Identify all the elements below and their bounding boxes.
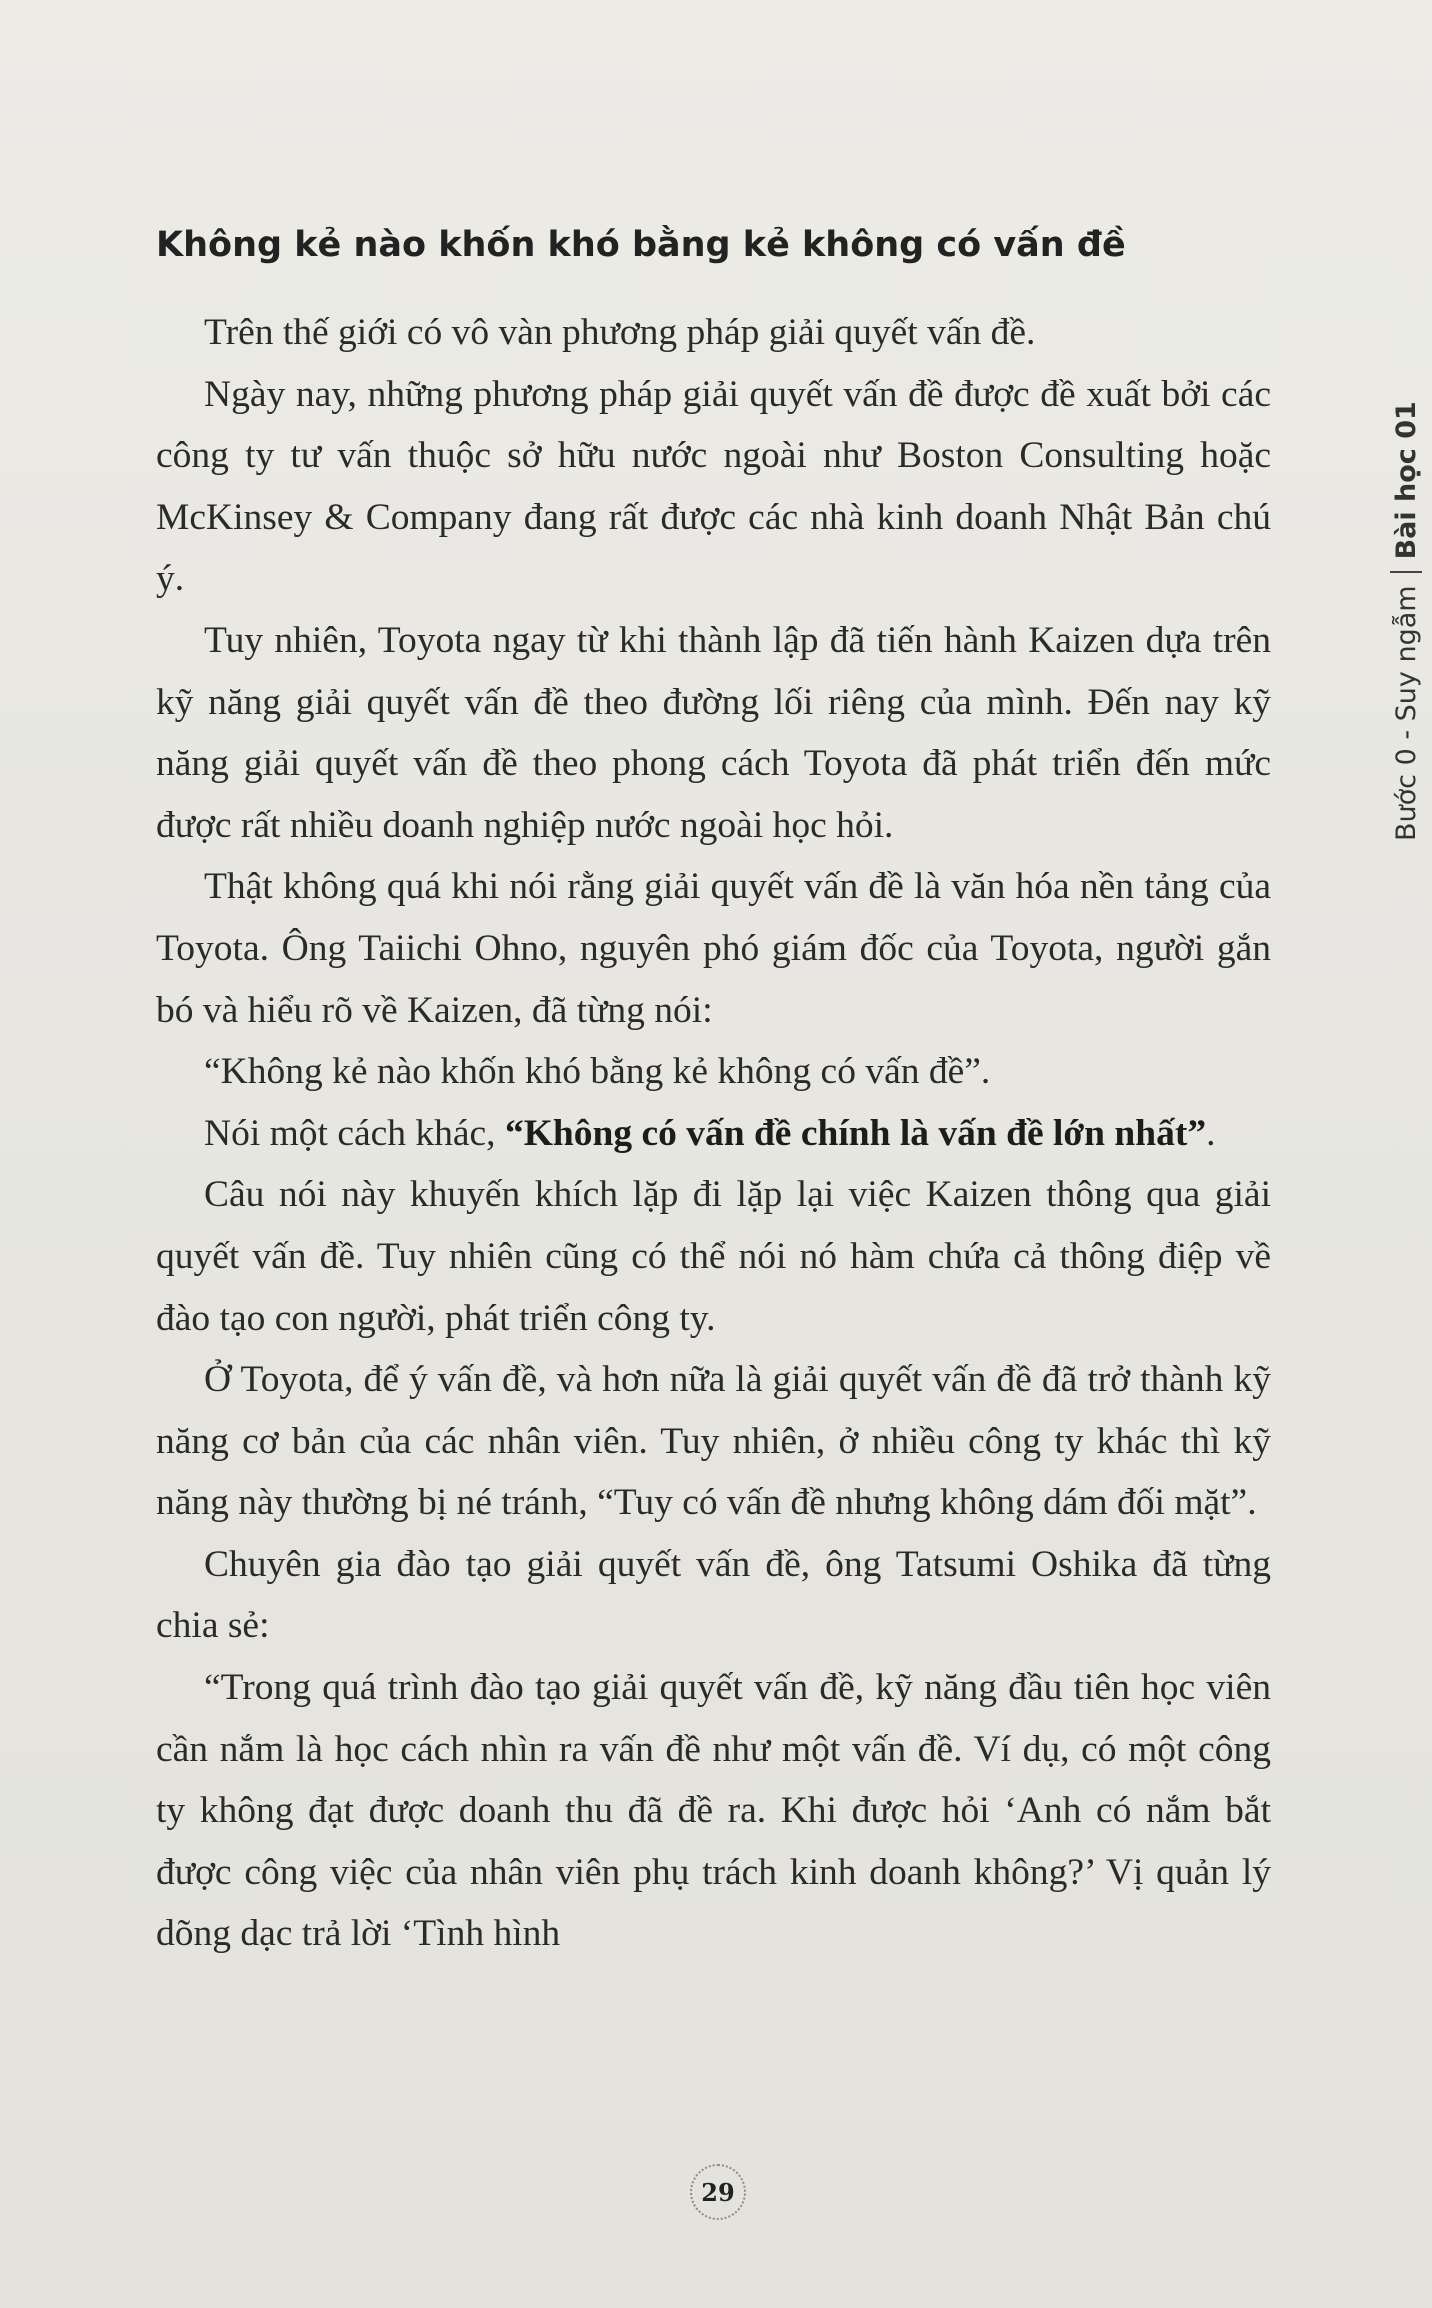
emphasis-paragraph — [156, 1103, 1271, 1165]
paragraph: Câu nói này khuyến khích lặp đi lặp lại việc Kaizen thông qua giải quyết vấn đề. Tuy nhiên cũng có thể nói nó hàm chứa cả thông điệp về đào tạo con người, phát triển công ty. — [156, 1174, 1271, 1339]
emphasis-bold-quote: “Không có vấn đề chính là vấn đề lớn nhất” — [504, 1112, 1207, 1154]
quote-paragraph: “Trong quá trình đào tạo giải quyết vấn đề, kỹ năng đầu tiên học viên cần nắm là học cách nhìn ra vấn đề như một vấn đề. Ví dụ, có một công ty không đạt được doanh thu đã đề ra. Khi được hỏi ‘Anh có nắm bắt được công việc của nhân viên phụ trách kinh doanh không?’ Vị quản lý dõng dạc trả lời ‘Tình hình — [156, 1667, 1271, 1955]
running-head-divider — [1390, 571, 1422, 573]
quote-paragraph: “Không kẻ nào khốn khó bằng kẻ không có vấn đề”. — [204, 1051, 991, 1093]
paragraph: Thật không quá khi nói rằng giải quyết vấn đề là văn hóa nền tảng của Toyota. Ông Taiichi Ohno, nguyên phó giám đốc của Toyota, người gắn bó và hiểu rõ về Kaizen, đã từng nói: — [156, 866, 1271, 1031]
paragraph: Ngày nay, những phương pháp giải quyết vấn đề được đề xuất bởi các công ty tư vấn thuộc sở hữu nước ngoài như Boston Consulting hoặc McKinsey & Company đang rất được các nhà kinh doanh Nhật Bản chú ý. — [156, 373, 1271, 600]
page-number: 29 — [690, 2164, 746, 2220]
paragraph: Tuy nhiên, Toyota ngay từ khi thành lập đã tiến hành Kaizen dựa trên kỹ năng giải quyết vấn đề theo đường lối riêng của mình. Đến nay kỹ năng giải quyết vấn đề theo phong cách Toyota đã phát triển đến mức được rất nhiều doanh nghiệp nước ngoài học hỏi. — [156, 619, 1271, 846]
paragraph: Trên thế giới có vô vàn phương pháp giải quyết vấn đề. — [204, 312, 1036, 353]
emphasis-suffix: . — [1206, 1112, 1216, 1154]
body-text — [156, 302, 1271, 1965]
emphasis-prefix: Nói một cách khác, — [204, 1112, 505, 1154]
running-head — [1386, 327, 1426, 847]
section-heading: Không kẻ nào khốn khó bằng kẻ không có vấn đề — [156, 225, 1126, 265]
running-head-lesson: Bài học 01 — [1390, 401, 1422, 560]
paragraph: Ở Toyota, để ý vấn đề, và hơn nữa là giải quyết vấn đề đã trở thành kỹ năng cơ bản của các nhân viên. Tuy nhiên, ở nhiều công ty khác thì kỹ năng này thường bị né tránh, “Tuy có vấn đề nhưng không dám đối mặt”. — [156, 1359, 1271, 1524]
paragraph: Chuyên gia đào tạo giải quyết vấn đề, ông Tatsumi Oshika đã từng chia sẻ: — [156, 1543, 1271, 1647]
running-head-step: Bước 0 - Suy ngẫm — [1390, 585, 1422, 841]
